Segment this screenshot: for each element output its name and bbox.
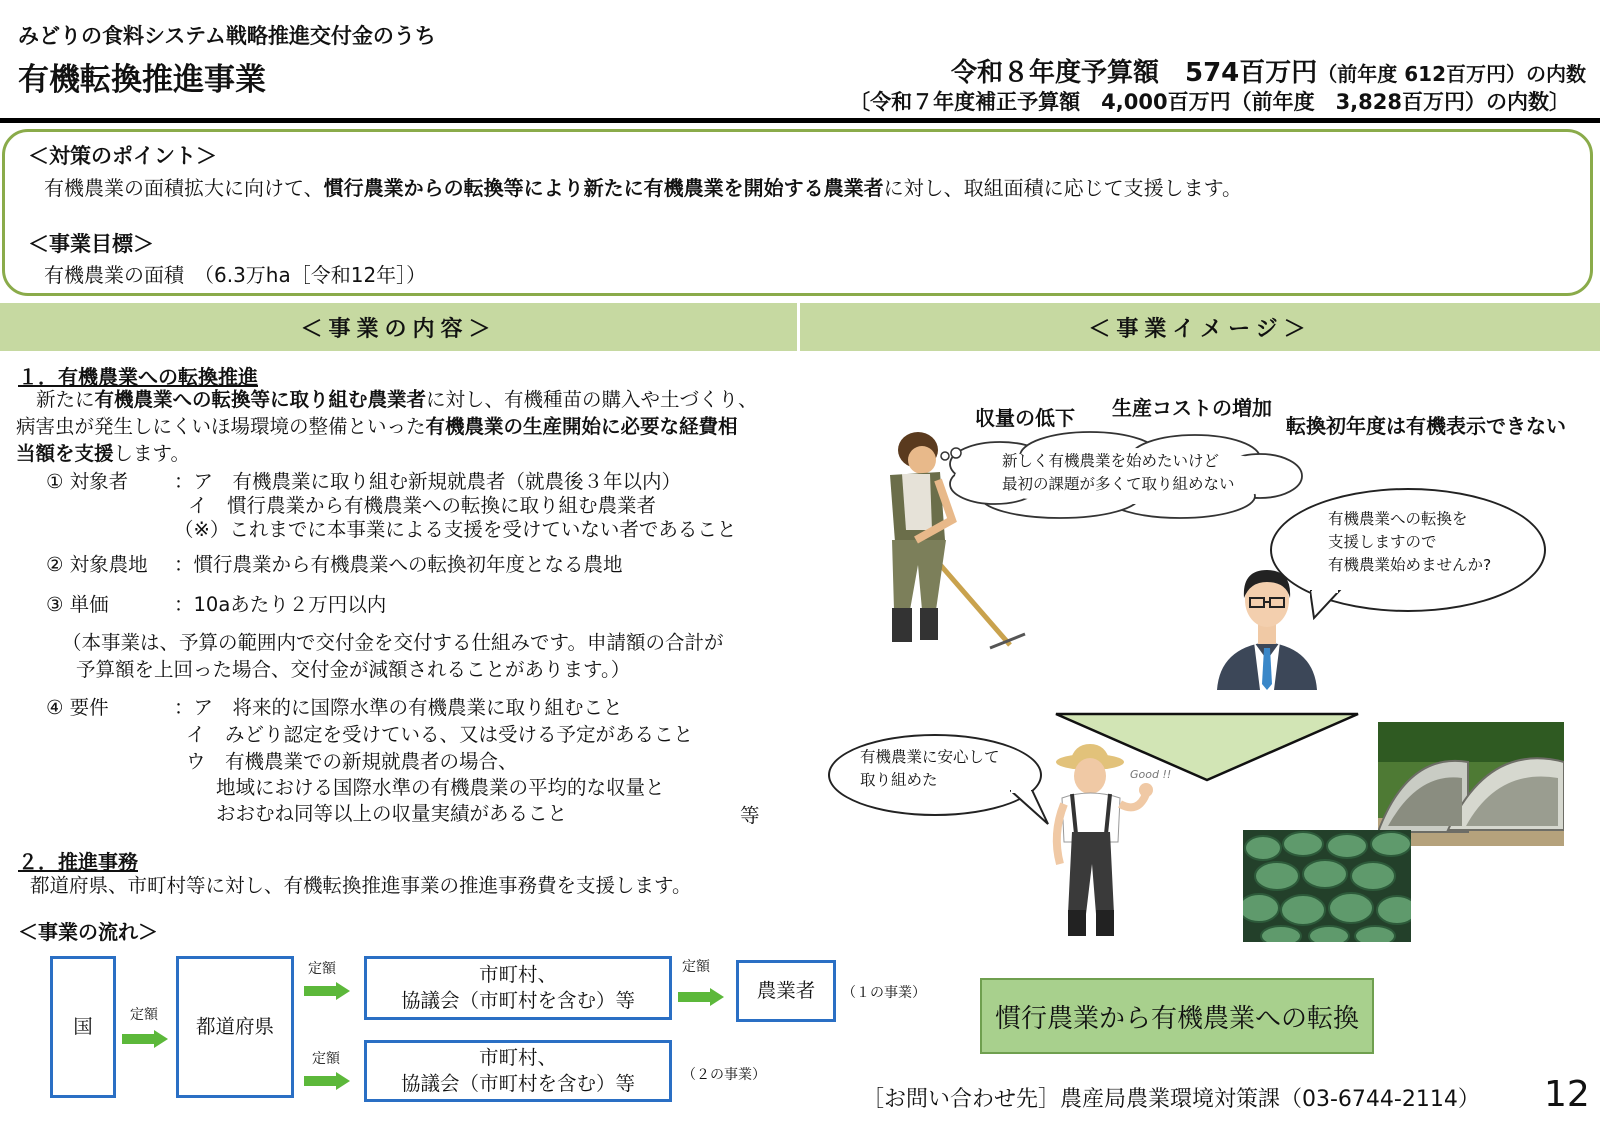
issue-yield: 収量の低下	[975, 406, 1075, 430]
flow-teigaku-1: 定額	[130, 1007, 158, 1023]
page-number: 12	[1544, 1074, 1590, 1115]
goal-text: 有機農業の面積 （6.3万ha［令和12年］）	[44, 263, 427, 287]
section1-line3	[16, 440, 190, 467]
header-subtitle: みどりの食料システム戦略推進交付金のうち	[18, 24, 436, 48]
s1l2a: 病害虫が発生しにくいほ場環境の整備といった	[16, 415, 426, 438]
flow-muni1-l2: 協議会（市町村を含む）等	[400, 989, 635, 1012]
flow-muni2-l2: 協議会（市町村を含む）等	[400, 1072, 635, 1095]
issue-label: 転換初年度は有機表示できない	[1286, 414, 1566, 438]
flow-municipality-1	[364, 956, 672, 1020]
flow-teigaku-4: 定額	[312, 1051, 340, 1067]
flow-teigaku-2: 定額	[308, 961, 336, 977]
contact-info: ［お問い合わせ先］農産局農業環境対策課（03-6744-2114）	[862, 1087, 1480, 1112]
s1l3a: 当額を支援	[16, 442, 114, 465]
thought-l2: 最初の課題が多くて取り組めない	[1002, 475, 1235, 493]
item4-a: ：ア 将来的に国際水準の有機農業に取り組むこと	[174, 696, 623, 719]
s1l1a: 新たに	[36, 388, 95, 411]
official-person-icon	[1212, 560, 1322, 690]
section1-title: １．有機農業への転換推進	[18, 365, 258, 389]
item1-b: イ 慣行農業から有機農業への転換に取り組む農業者	[188, 494, 657, 517]
cabbage-field-photo	[1243, 830, 1411, 942]
s1l3b: します。	[113, 442, 190, 465]
flow-arrow-3	[678, 988, 724, 1006]
flow-muni1-l1: 市町村、	[478, 963, 557, 986]
budget-main-amount: 令和８年度予算額 574百万円	[951, 58, 1318, 88]
item4-etc: 等	[740, 804, 760, 827]
good-text: Good !!	[1130, 768, 1172, 781]
flow-title: ＜事業の流れ＞	[18, 920, 158, 944]
flow-muni2-l1: 市町村、	[478, 1046, 557, 1069]
item4-c: ウ 有機農業での新規就農者の場合、	[186, 750, 518, 773]
issue-cost: 生産コストの増加	[1112, 396, 1272, 420]
thought-l1: 新しく有機農業を始めたいけど	[1002, 452, 1220, 470]
greenhouse-photo	[1378, 722, 1564, 846]
item4-e: おおむね同等以上の収量実績があること	[216, 802, 568, 825]
flow-note-2: （２の事業）	[682, 1067, 766, 1083]
section1-line2	[16, 413, 738, 440]
farmer-bubble-l2: 取り組めた	[860, 771, 938, 789]
note-line2: 予算額を上回った場合、交付金が減額されることがあります。）	[76, 658, 631, 681]
s1l1c: に対し、有機種苗の購入や土づくり、	[426, 388, 758, 411]
item2-text: ：慣行農業から有機農業への転換初年度となる農地	[174, 553, 623, 576]
flow-arrow-2	[304, 982, 350, 1000]
budget-supplementary: 〔令和７年度補正予算額 4,000百万円（前年度 3,828百万円）の内数〕	[849, 90, 1570, 114]
item4-d: 地域における国際水準の有機農業の平均的な収量と	[216, 776, 665, 799]
s1l1b: 有機農業への転換等に取り組む農業者	[94, 388, 427, 411]
goal-heading: ＜事業目標＞	[28, 232, 154, 256]
points-text-post: に対し、取組面積に応じて支援します。	[883, 176, 1243, 200]
item3-label: ③ 単価	[46, 593, 109, 616]
page-title: 有機転換推進事業	[18, 62, 266, 98]
item1-c: （※）これまでに本事業による支援を受けていない者であること	[174, 518, 737, 541]
flow-kuni: 国	[50, 956, 116, 1098]
thought-text	[1002, 450, 1235, 496]
flow-prefecture: 都道府県	[176, 956, 294, 1098]
band-content: ＜事業の内容＞	[0, 303, 797, 351]
flow-farmer: 農業者	[736, 960, 836, 1022]
official-l2: 支援しますので	[1328, 533, 1437, 551]
flow-arrow-1	[122, 1030, 168, 1048]
result-box: 慣行農業から有機農業への転換	[980, 978, 1374, 1054]
farmer-bubble-l1: 有機農業に安心して	[860, 748, 1000, 766]
header-rule	[0, 118, 1600, 123]
item4-label: ④ 要件	[46, 696, 109, 719]
official-l3: 有機農業始めませんか?	[1328, 556, 1492, 574]
item4-b: イ みどり認定を受けている、又は受ける予定があること	[186, 723, 694, 746]
item1-label: ① 対象者	[46, 470, 129, 493]
note-line1: （本事業は、予算の範囲内で交付金を交付する仕組みです。申請額の合計が	[62, 631, 724, 654]
section2-text: 都道府県、市町村等に対し、有機転換推進事業の推進事務費を支援します。	[30, 874, 692, 897]
band-image: ＜事業イメージ＞	[800, 303, 1600, 351]
points-text	[44, 172, 1242, 201]
farmer-hoe-icon	[850, 430, 1030, 662]
flow-teigaku-3: 定額	[682, 959, 710, 975]
points-text-pre: 有機農業の面積拡大に向けて、	[44, 176, 324, 200]
item2-label: ② 対象農地	[46, 553, 148, 576]
budget-main	[951, 52, 1586, 89]
official-l1: 有機農業への転換を	[1328, 510, 1468, 528]
s1l2b: 有機農業の生産開始に必要な経費相	[425, 415, 738, 438]
flow-municipality-2	[364, 1040, 672, 1102]
points-heading: ＜対策のポイント＞	[28, 144, 217, 168]
section2-title: ２．推進事務	[18, 850, 138, 874]
flow-arrow-4	[304, 1072, 350, 1090]
flow-note-1: （１の事業）	[842, 985, 926, 1001]
section1-line1	[36, 386, 758, 413]
item1-a: ：ア 有機農業に取り組む新規就農者（就農後３年以内）	[174, 470, 682, 493]
points-text-bold: 慣行農業からの転換等により新たに有機農業を開始する農業者	[323, 176, 884, 200]
budget-main-prev: （前年度 612百万円）の内数	[1317, 62, 1586, 86]
item3-text: ：10aあたり２万円以内	[174, 593, 387, 616]
